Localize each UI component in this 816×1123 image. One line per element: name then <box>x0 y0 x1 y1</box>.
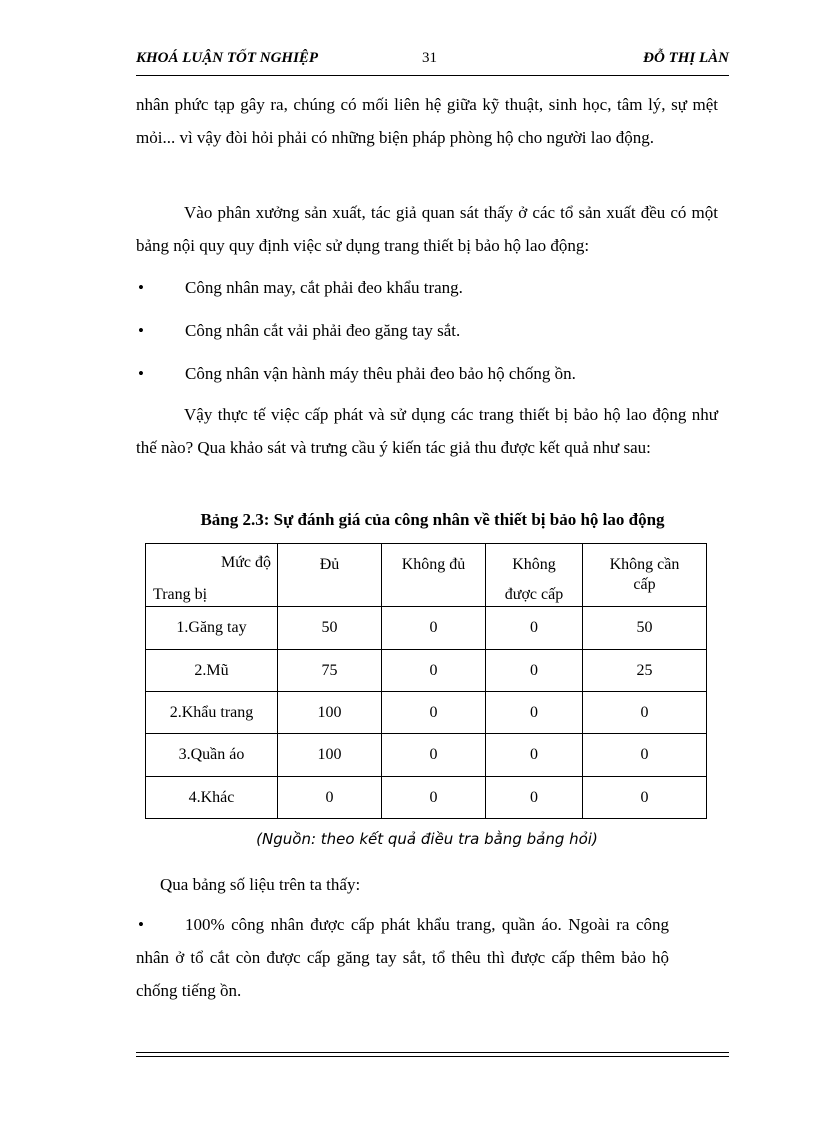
paragraph-4: Qua bảng số liệu trên ta thấy: <box>160 875 361 894</box>
cell-du: 0 <box>278 777 382 819</box>
cell-khong-can-cap: 25 <box>583 650 707 692</box>
row-label: 2.Khẩu trang <box>146 692 278 734</box>
footer-rule-bottom <box>136 1056 729 1057</box>
cell-du: 50 <box>278 607 382 650</box>
equipment-evaluation-table <box>145 543 707 819</box>
cell-khong-du: 0 <box>382 692 486 734</box>
cell-khong-duoc-cap: 0 <box>486 692 583 734</box>
list-item <box>136 908 718 1007</box>
cell-khong-du: 0 <box>382 734 486 777</box>
cell-khong-duoc-cap: 0 <box>486 734 583 777</box>
list-item-text: Công nhân cắt vải phải đeo găng tay sắt. <box>185 321 461 340</box>
paragraph-3: Vậy thực tế việc cấp phát và sử dụng các trang thiết bị bảo hộ lao động như thế nào? Qua khảo sát và trưng cầu ý kiến tác giả thu được kết quả như sau: <box>136 405 718 457</box>
row-label: 4.Khác <box>146 777 278 819</box>
paragraph-2: Vào phân xưởng sản xuất, tác giả quan sát thấy ở các tổ sản xuất đều có một bảng nội quy quy định việc sử dụng trang thiết bị bảo hộ lao động: <box>136 203 718 255</box>
cell-khong-can-cap: 0 <box>583 777 707 819</box>
list-item-text: Công nhân may, cắt phải đeo khẩu trang. <box>185 278 463 297</box>
table-caption: Bảng 2.3: Sự đánh giá của công nhân về thiết bị bảo hộ lao động <box>200 510 665 529</box>
col-header-khong-can-cap: Không cần cấp <box>583 544 707 607</box>
row-label: 3.Quần áo <box>146 734 278 777</box>
cell-khong-can-cap: 50 <box>583 607 707 650</box>
table-row <box>146 777 707 819</box>
col-header-du: Đủ <box>278 544 382 607</box>
bullet-icon: • <box>138 915 144 934</box>
list-item-text: 100% công nhân được cấp phát khẩu trang, quần áo. Ngoài ra công nhân ở tổ cắt còn được cấp găng tay sắt, tổ thêu thì được cấp thêm bảo hộ chống tiếng ồn. <box>136 915 669 1000</box>
cell-du: 100 <box>278 692 382 734</box>
table-source-note: (Nguồn: theo kết quả điều tra bằng bảng hỏi) <box>256 830 598 848</box>
cell-du: 100 <box>278 734 382 777</box>
cell-khong-duoc-cap: 0 <box>486 650 583 692</box>
header-rule <box>136 75 729 76</box>
cell-khong-du: 0 <box>382 650 486 692</box>
table-row <box>146 650 707 692</box>
bullet-icon: • <box>138 278 144 297</box>
footer-rule-top <box>136 1052 729 1053</box>
table-row <box>146 607 707 650</box>
cell-khong-du: 0 <box>382 777 486 819</box>
header-thesis-title: KHOÁ LUẬN TỐT NGHIỆP <box>136 50 319 66</box>
list-item-text: Công nhân vận hành máy thêu phải đeo bảo hộ chống ồn. <box>185 364 576 383</box>
cell-du: 75 <box>278 650 382 692</box>
cell-khong-duoc-cap: 0 <box>486 607 583 650</box>
cell-khong-duoc-cap: 0 <box>486 777 583 819</box>
table-row <box>146 734 707 777</box>
table-header-row <box>146 544 707 607</box>
paragraph-1: nhân phức tạp gây ra, chúng có mối liên hệ giữa kỹ thuật, sinh học, tâm lý, sự mệt mỏi... vì vậy đòi hỏi phải có những biện pháp phòng hộ cho người lao động. <box>136 95 718 147</box>
col-header-khong-duoc-cap: Không được cấp <box>486 544 583 607</box>
col-header-khong-du: Không đủ <box>382 544 486 607</box>
corner-bottom-label: Trang bị <box>153 586 208 603</box>
bullet-icon: • <box>138 364 144 383</box>
bullet-icon: • <box>138 321 144 340</box>
header-author: ĐỖ THỊ LÀN <box>643 50 729 66</box>
page-number: 31 <box>422 50 437 66</box>
row-label: 1.Găng tay <box>146 607 278 650</box>
row-label: 2.Mũ <box>146 650 278 692</box>
corner-header-cell <box>146 544 278 607</box>
cell-khong-can-cap: 0 <box>583 734 707 777</box>
cell-khong-can-cap: 0 <box>583 692 707 734</box>
page-header <box>136 46 729 72</box>
cell-khong-du: 0 <box>382 607 486 650</box>
table-row <box>146 692 707 734</box>
corner-top-label: Mức độ <box>221 554 271 571</box>
